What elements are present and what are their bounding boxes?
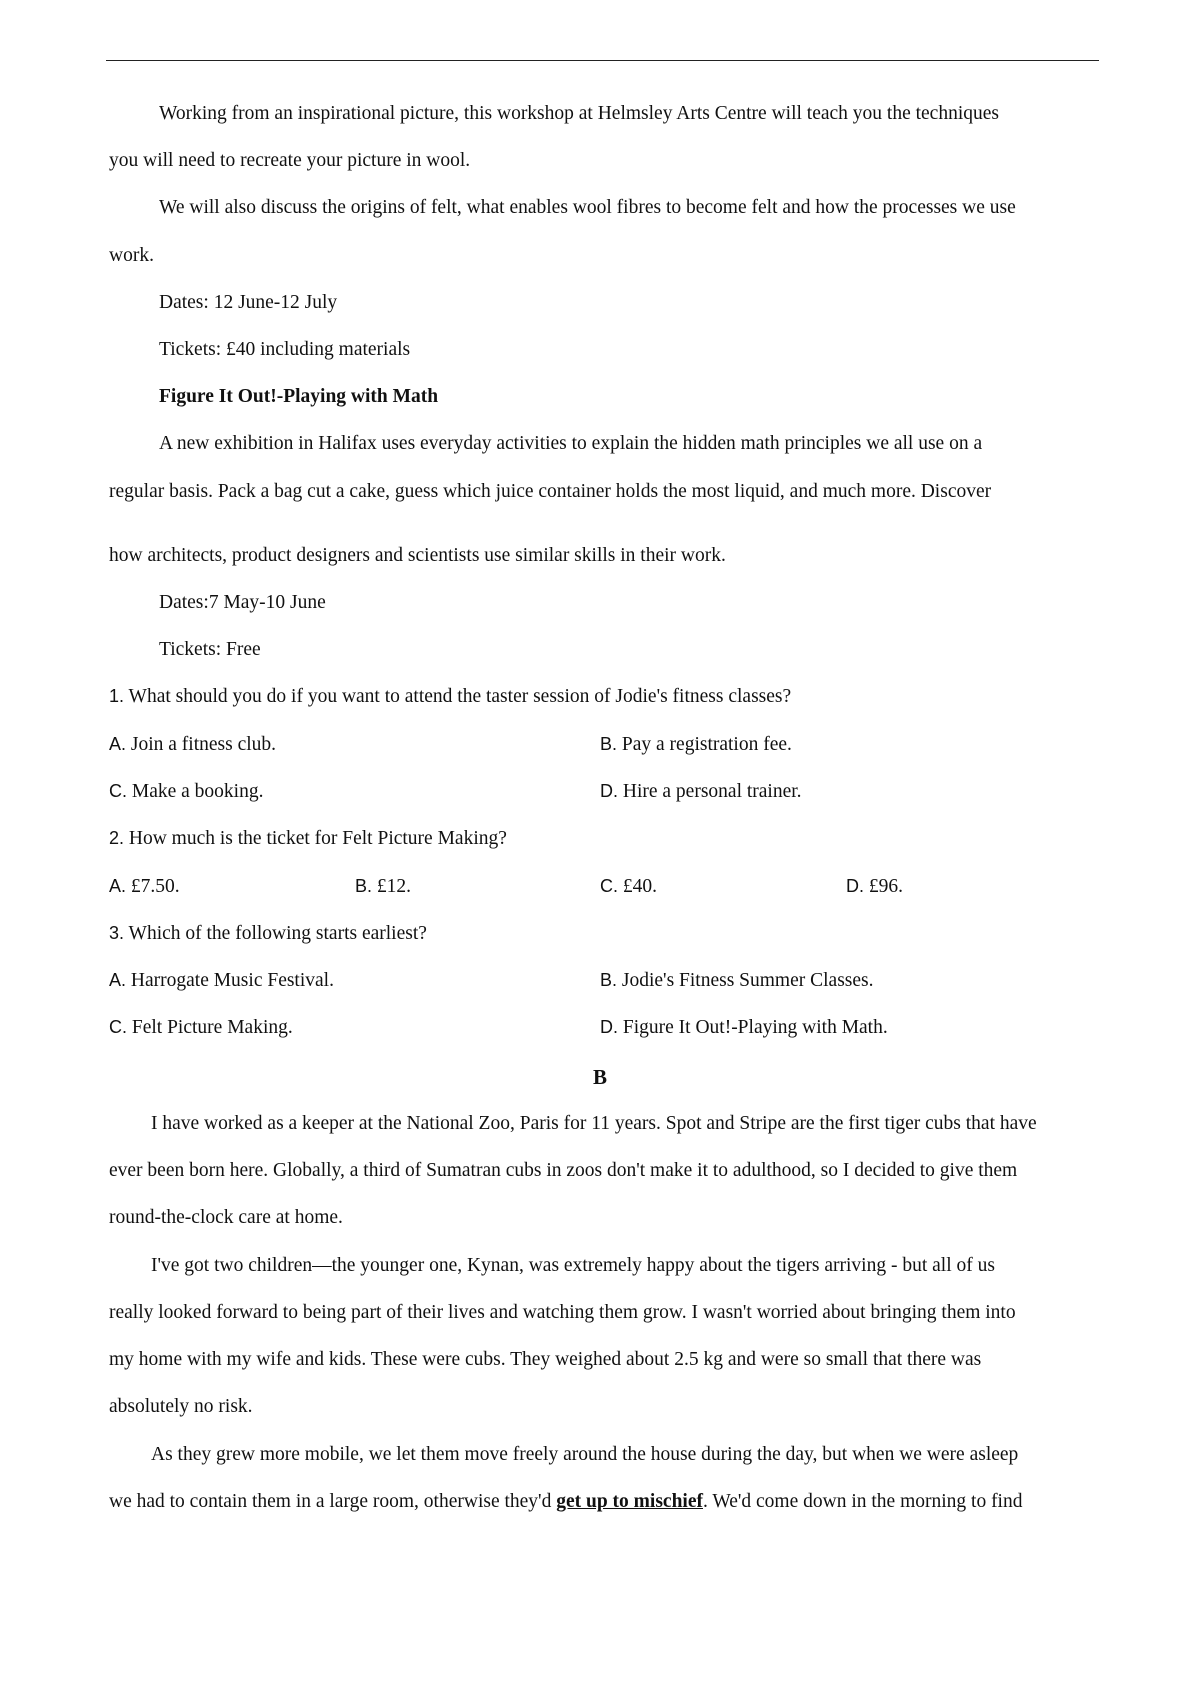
passage-b-paragraph-2-line-3: my home with my wife and kids. These were cubs. They weighed about 2.5 kg and were so small that there was — [109, 1349, 982, 1370]
option-text: Jodie's Fitness Summer Classes. — [621, 970, 874, 991]
option-text: Join a fitness club. — [130, 734, 277, 755]
option-letter: A. — [109, 734, 127, 754]
option-letter: A. — [109, 876, 127, 896]
option-letter: D. — [600, 1017, 618, 1037]
question-text: Which of the following starts earliest? — [128, 923, 427, 944]
option-text: Pay a registration fee. — [621, 734, 792, 755]
option-text: Make a booking. — [131, 781, 264, 802]
question-text: How much is the ticket for Felt Picture Making? — [128, 828, 507, 849]
underlined-phrase: get up to mischief — [556, 1491, 703, 1512]
question-2-option-b — [355, 876, 411, 898]
option-text: £96. — [868, 876, 903, 897]
option-text: Felt Picture Making. — [131, 1017, 293, 1038]
passage-b-paragraph-3-line-2 — [109, 1491, 1022, 1513]
question-1 — [109, 686, 791, 708]
question-1-option-b — [600, 734, 792, 756]
workshop-tickets: Tickets: £40 including materials — [159, 339, 411, 360]
question-2-option-a — [109, 876, 180, 898]
option-text: Figure It Out!-Playing with Math. — [622, 1017, 888, 1038]
option-letter: C. — [600, 876, 618, 896]
option-letter: B. — [355, 876, 373, 896]
section-b-heading: B — [592, 1065, 607, 1089]
option-letter: C. — [109, 781, 127, 801]
question-1-option-d — [600, 781, 802, 803]
option-letter: D. — [600, 781, 618, 801]
question-1-option-a — [109, 734, 276, 756]
question-3-option-b — [600, 970, 874, 992]
text-before-phrase: we had to contain them in a large room, otherwise they'd — [109, 1491, 557, 1512]
workshop-paragraph-1-line-1: Working from an inspirational picture, this workshop at Helmsley Arts Centre will teach you the techniques — [159, 103, 999, 124]
math-exhibition-line-2: regular basis. Pack a bag cut a cake, guess which juice container holds the most liquid, and much more. Discover — [109, 481, 992, 502]
passage-b-paragraph-1-line-2: ever been born here. Globally, a third of Sumatran cubs in zoos don't make it to adulthood, so I decided to give them — [109, 1160, 1018, 1181]
math-exhibition-line-3: how architects, product designers and scientists use similar skills in their work. — [109, 545, 726, 566]
option-text: £7.50. — [130, 876, 180, 897]
passage-b-paragraph-3-line-1: As they grew more mobile, we let them move freely around the house during the day, but when we were asleep — [151, 1444, 1019, 1465]
option-text: Hire a personal trainer. — [622, 781, 802, 802]
question-2 — [109, 828, 507, 850]
option-text: £12. — [376, 876, 412, 897]
math-exhibition-title: Figure It Out!-Playing with Math — [159, 386, 439, 407]
question-3 — [109, 923, 427, 945]
passage-b-paragraph-1-line-1: I have worked as a keeper at the National Zoo, Paris for 11 years. Spot and Stripe are the first tiger cubs that have — [151, 1113, 1037, 1134]
question-2-option-c — [600, 876, 657, 898]
question-number: 2. — [109, 828, 125, 848]
question-3-option-a — [109, 970, 334, 992]
passage-b-paragraph-2-line-4: absolutely no risk. — [109, 1396, 253, 1417]
option-letter: B. — [600, 970, 618, 990]
question-number: 3. — [109, 923, 125, 943]
workshop-paragraph-1-line-2: you will need to recreate your picture in wool. — [109, 150, 471, 171]
math-exhibition-tickets: Tickets: Free — [159, 639, 261, 660]
option-letter: C. — [109, 1017, 127, 1037]
passage-b-paragraph-2-line-1: I've got two children—the younger one, Kynan, was extremely happy about the tigers arriving - but all of us — [151, 1255, 995, 1276]
question-1-option-c — [109, 781, 263, 803]
math-exhibition-dates: Dates:7 May-10 June — [159, 592, 326, 613]
question-text: What should you do if you want to attend the taster session of Jodie's fitness classes? — [128, 686, 792, 707]
text-after-phrase: . We'd come down in the morning to find — [702, 1491, 1023, 1512]
option-text: Harrogate Music Festival. — [130, 970, 334, 991]
passage-b-paragraph-1-line-3: round-the-clock care at home. — [109, 1207, 343, 1228]
option-letter: D. — [846, 876, 864, 896]
workshop-paragraph-2-line-1: We will also discuss the origins of felt, what enables wool fibres to become felt and how the processes we use — [159, 197, 1016, 218]
question-number: 1. — [109, 686, 125, 706]
question-3-option-c — [109, 1017, 293, 1039]
question-2-option-d — [846, 876, 903, 898]
header-rule — [106, 60, 1099, 61]
math-exhibition-line-1: A new exhibition in Halifax uses everyday activities to explain the hidden math principles we all use on a — [159, 433, 983, 454]
option-letter: A. — [109, 970, 127, 990]
option-letter: B. — [600, 734, 618, 754]
workshop-dates: Dates: 12 June-12 July — [159, 292, 338, 313]
workshop-paragraph-2-line-2: work. — [109, 245, 154, 266]
option-text: £40. — [622, 876, 657, 897]
question-3-option-d — [600, 1017, 888, 1039]
passage-b-paragraph-2-line-2: really looked forward to being part of their lives and watching them grow. I wasn't worried about bringing them into — [109, 1302, 1016, 1323]
